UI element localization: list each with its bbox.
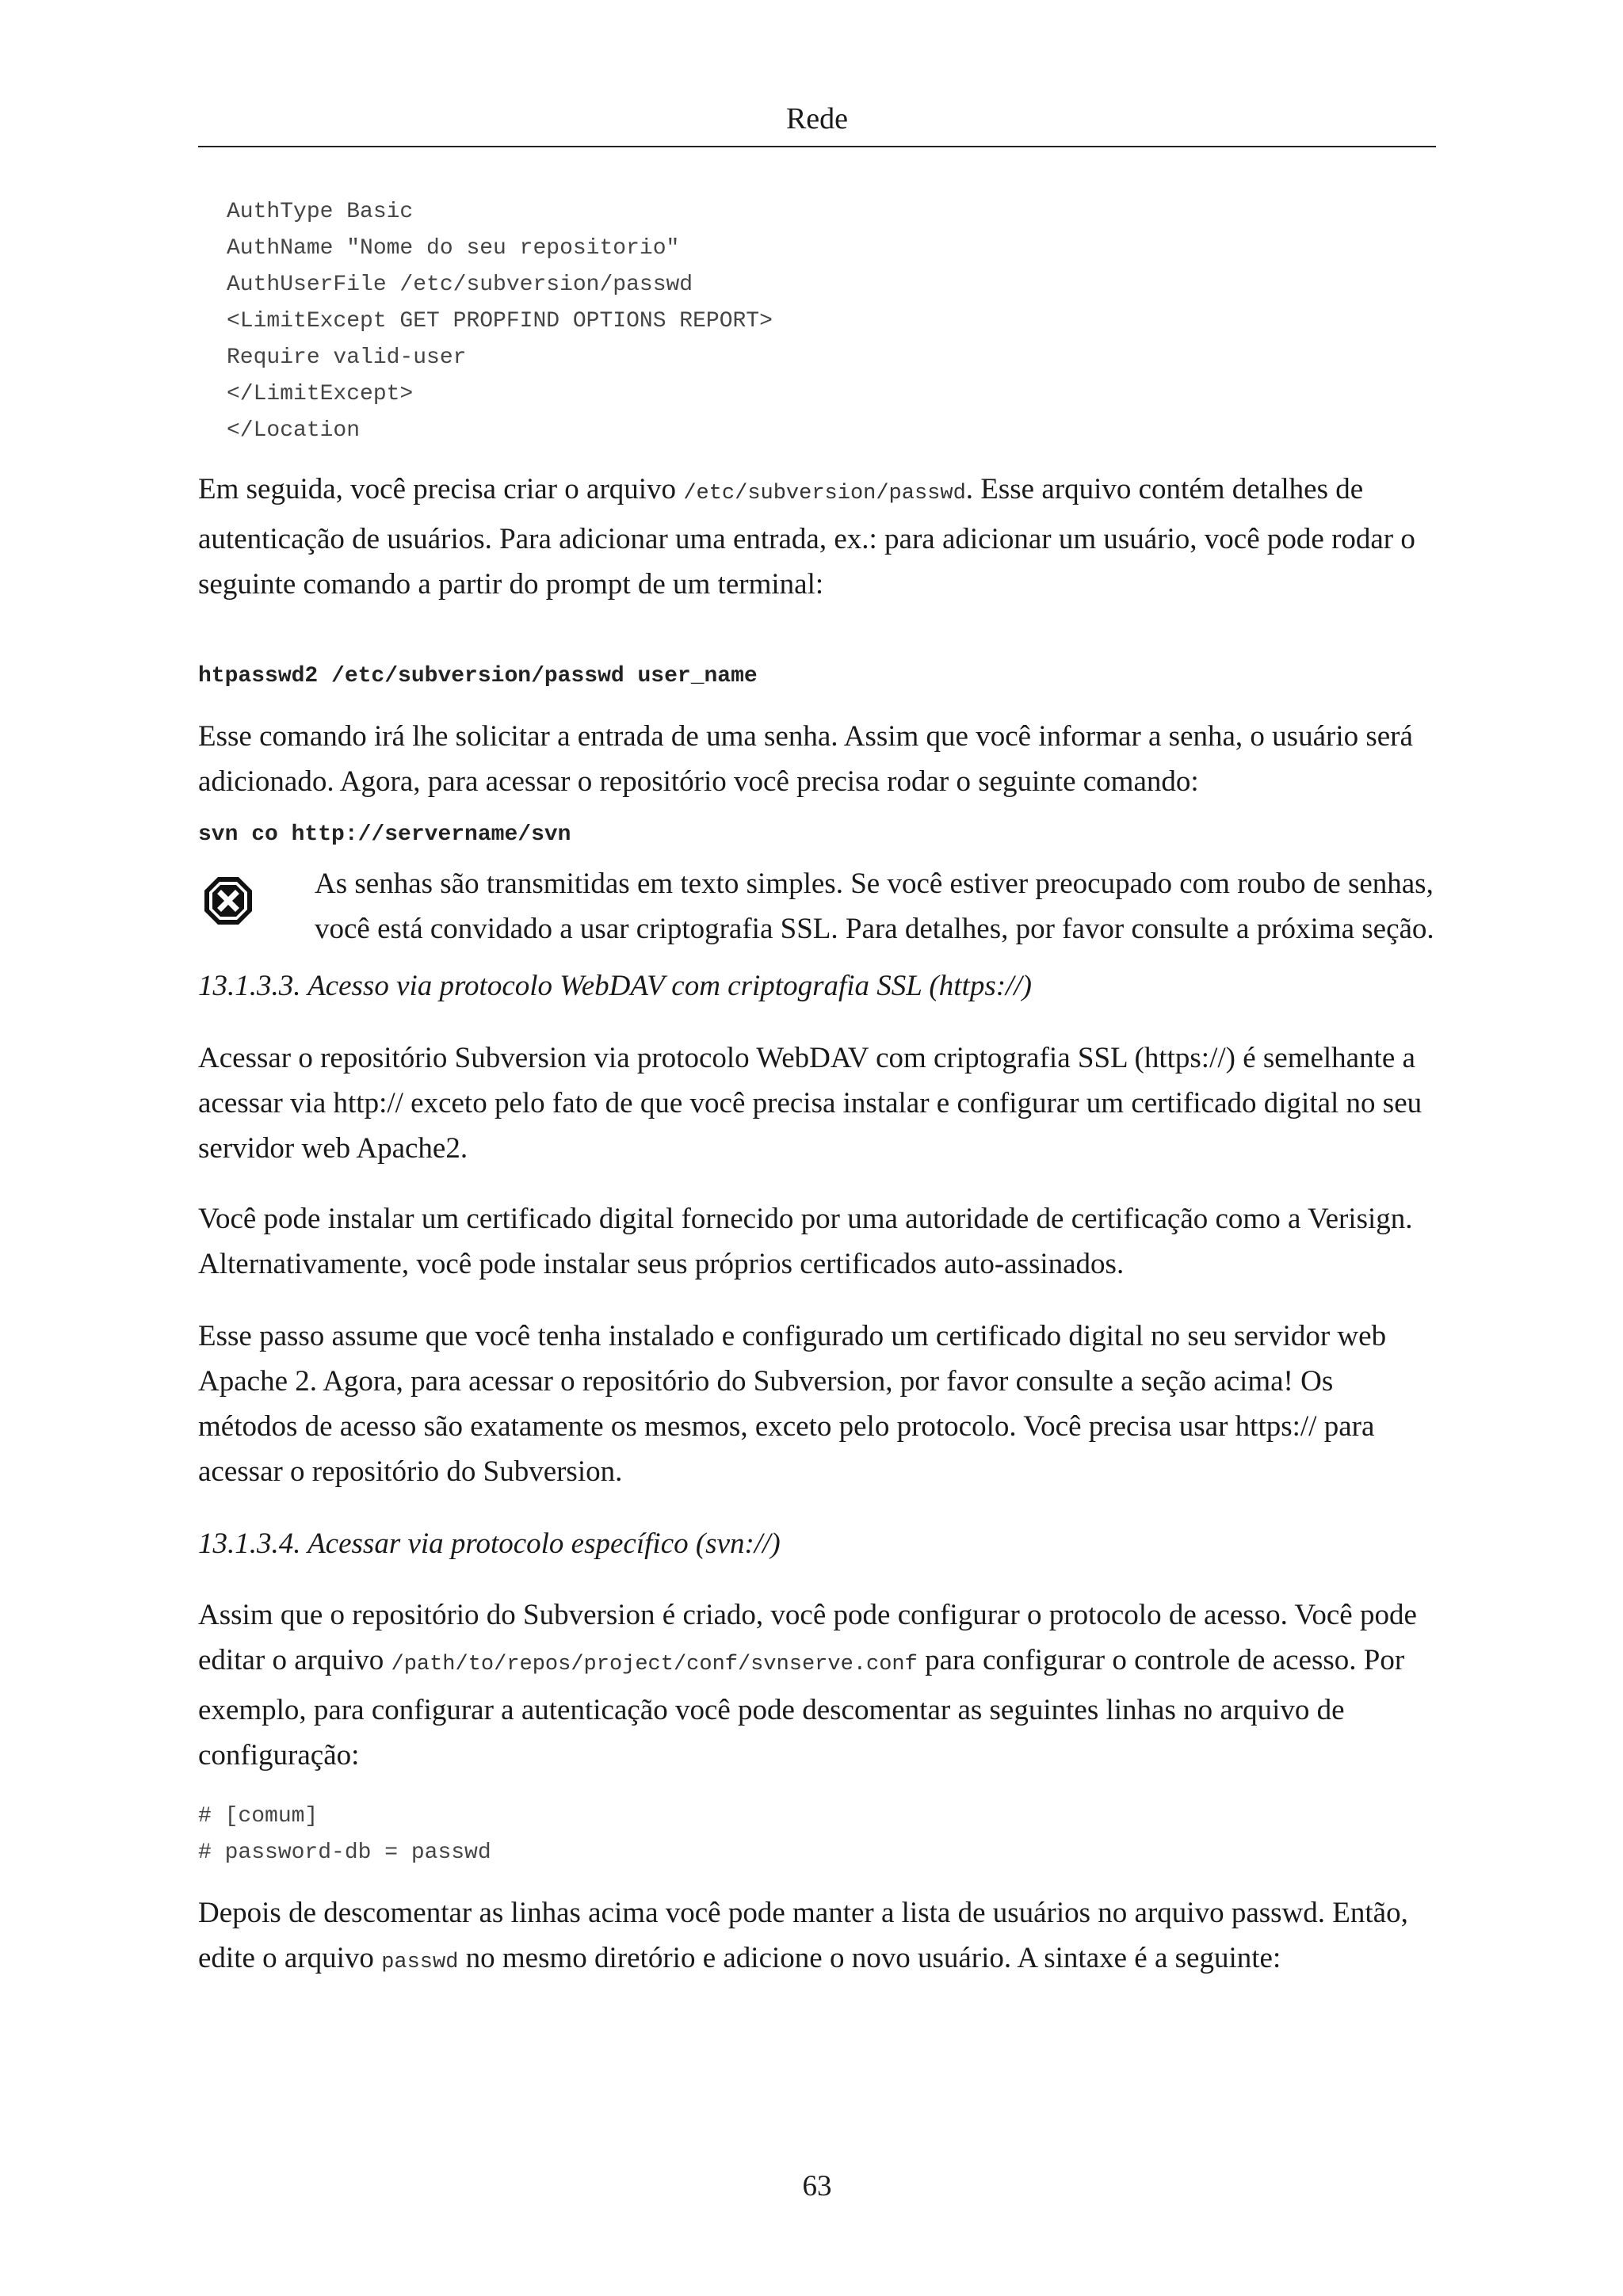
code-line: # password-db = passwd bbox=[198, 1840, 491, 1865]
page-content bbox=[198, 194, 1436, 1985]
paragraph-create-passwd bbox=[198, 467, 1436, 607]
paragraph-text: para configurar o controle de acesso. Por exemplo, para configurar a autenticação você pode descomentar as seguintes linhas no arquivo de configuração: bbox=[198, 1644, 1405, 1772]
warning-x-icon bbox=[203, 875, 254, 926]
inline-code-svnserve-path: /path/to/repos/project/conf/svnserve.conf bbox=[391, 1653, 918, 1676]
code-line: # [comum] bbox=[198, 1804, 319, 1829]
header-title: Rede bbox=[785, 102, 849, 135]
section-heading-webdav-ssl: 13.1.3.3. Acesso via protocolo WebDAV com criptografia SSL (https://) bbox=[198, 970, 1032, 1002]
code-line: Require valid-user bbox=[227, 345, 467, 370]
page-header bbox=[198, 95, 1436, 147]
paragraph-text: Em seguida, você precisa criar o arquivo bbox=[198, 473, 684, 505]
command-svn-checkout: svn co http://servername/svn bbox=[198, 822, 571, 847]
section-heading-svn-protocol: 13.1.3.4. Acessar via protocolo específico (svn://) bbox=[198, 1527, 781, 1560]
paragraph-svnserve-config bbox=[198, 1592, 1436, 1778]
paragraph-passwd-edit bbox=[198, 1890, 1436, 1985]
paragraph-text: Assim que o repositório do Subversion é criado, você pode configurar o protocolo de acesso. Você pode editar o arquivo bbox=[198, 1599, 1417, 1676]
inline-code-passwd-path: /etc/subversion/passwd bbox=[683, 482, 966, 505]
warning-text: As senhas são transmitidas em texto simples. Se você estiver preocupado com roubo de senhas, você está convidado a usar criptografia SSL. Para detalhes, por favor consulte a próxima seção. bbox=[315, 868, 1434, 945]
paragraph-text: no mesmo diretório e adicione o novo usuário. A sintaxe é a seguinte: bbox=[458, 1942, 1281, 1974]
command-htpasswd: htpasswd2 /etc/subversion/passwd user_name bbox=[198, 664, 758, 688]
code-line: <LimitExcept GET PROPFIND OPTIONS REPORT> bbox=[227, 309, 773, 334]
code-line: </Location bbox=[227, 418, 361, 443]
code-line: AuthName "Nome do seu repositorio" bbox=[227, 236, 680, 261]
code-line: </LimitExcept> bbox=[227, 382, 414, 406]
warning-note bbox=[198, 861, 1436, 952]
paragraph-password-prompt: Esse comando irá lhe solicitar a entrada de uma senha. Assim que você informar a senha, o usuário será adicionado. Agora, para acessar o repositório você precisa rodar o seguinte comando: bbox=[198, 720, 1413, 798]
code-block-svnserve bbox=[198, 1798, 1436, 1871]
paragraph-certificate: Você pode instalar um certificado digital fornecido por uma autoridade de certificação como a Verisign. Alternativamente, você pode instalar seus próprios certificados auto-assinados. bbox=[198, 1203, 1413, 1280]
paragraph-https-access: Esse passo assume que você tenha instalado e configurado um certificado digital no seu servidor web Apache 2. Agora, para acessar o repositório do Subversion, por favor consulte a seção acima! Os métodos de acesso são exatamente os mesmos, exceto pelo protocolo. Você precisa usar https:// para acessar o repositório do Subversion. bbox=[198, 1320, 1387, 1488]
code-line: AuthType Basic bbox=[227, 200, 414, 224]
paragraph-text: Depois de descomentar as linhas acima você pode manter a lista de usuários no arquivo passwd. Então, edite o arquivo bbox=[198, 1897, 1408, 1974]
code-block-apache-config bbox=[198, 194, 1436, 449]
page-number bbox=[198, 2167, 1436, 2206]
code-line: AuthUserFile /etc/subversion/passwd bbox=[227, 273, 693, 297]
inline-code-passwd: passwd bbox=[381, 1951, 459, 1974]
paragraph-text: . Esse arquivo contém detalhes de autenticação de usuários. Para adicionar uma entrada, ex.: para adicionar um usuário, você pode rodar o seguinte comando a partir do prompt de um terminal: bbox=[198, 473, 1415, 601]
paragraph-webdav-ssl: Acessar o repositório Subversion via protocolo WebDAV com criptografia SSL (https://) é semelhante a acessar via http:// exceto pelo fato de que você precisa instalar e configurar um certificado digital no seu servidor web Apache2. bbox=[198, 1042, 1423, 1165]
page-number-text: 63 bbox=[802, 2170, 832, 2203]
